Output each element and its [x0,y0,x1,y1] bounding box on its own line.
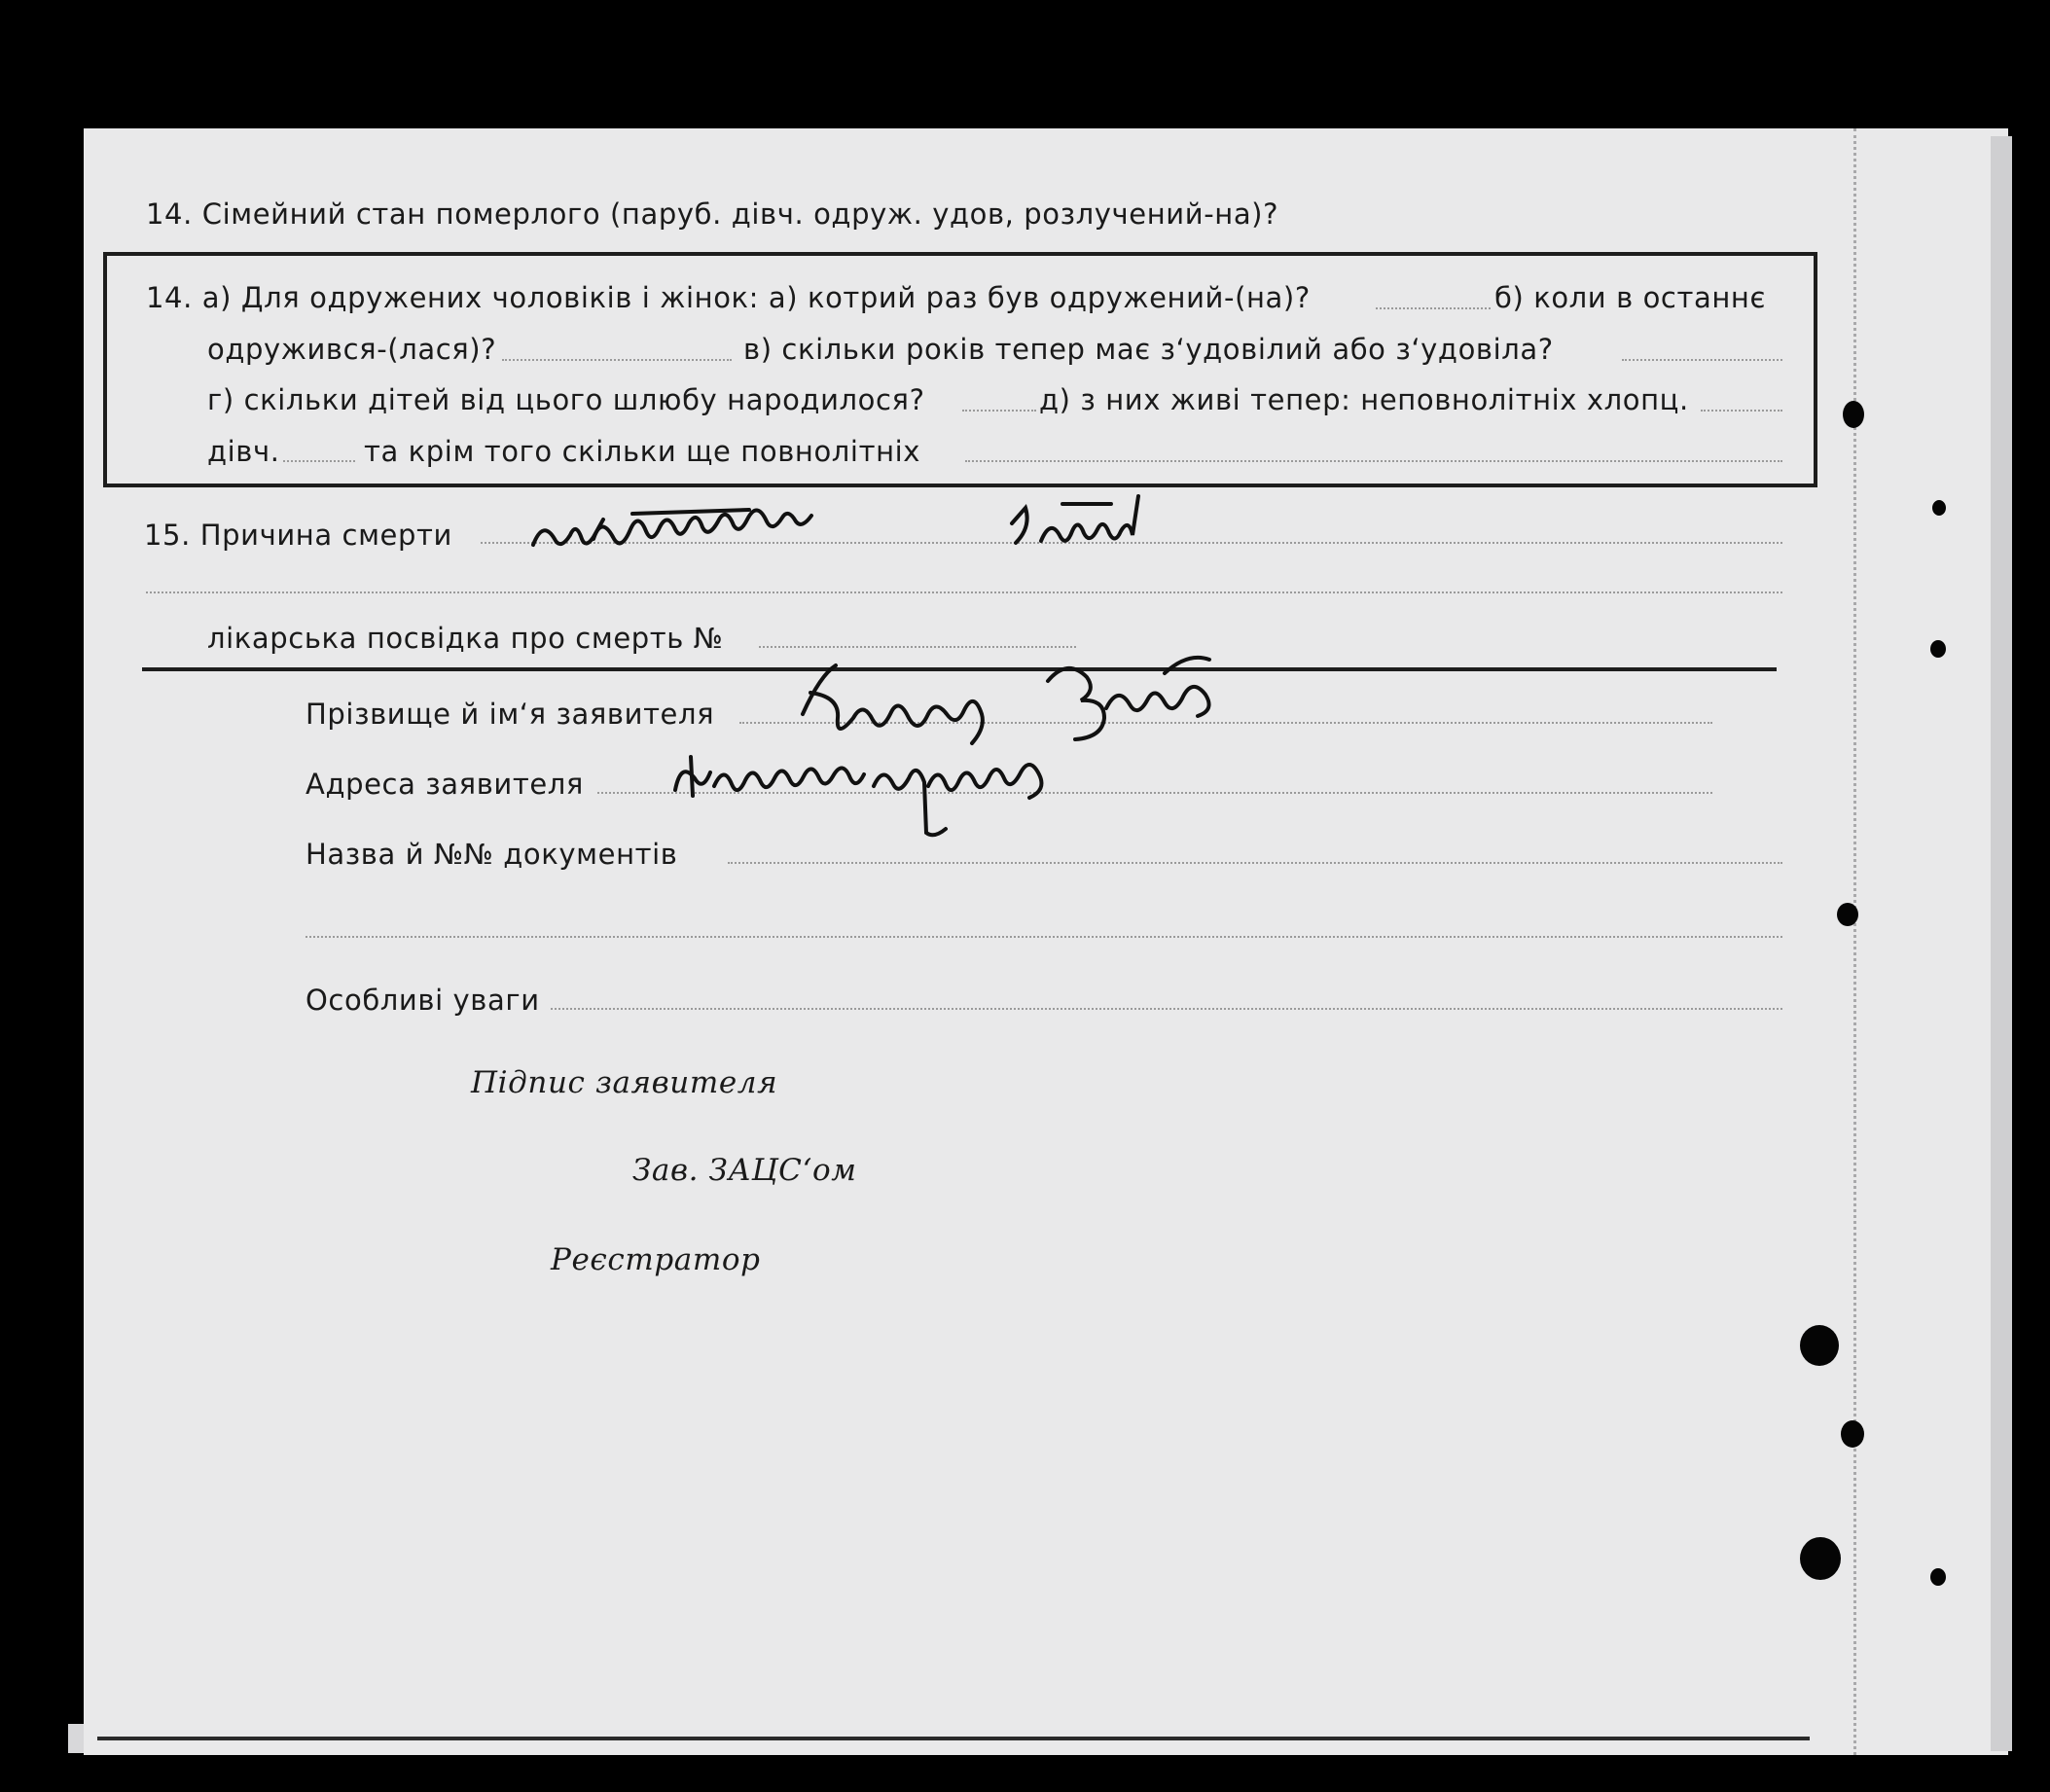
applicant-signature-label: Підпис заявителя [471,1065,778,1100]
punch-hole [1930,1568,1946,1586]
q14-label: 14. Сімейний стан померлого (паруб. дівч. одруж. удов, розлучений-на)? [146,197,1279,231]
punch-hole [1930,640,1946,658]
applicant-address-label: Адреса заявителя [306,768,584,801]
applicant-address-handwriting [667,747,1173,844]
q14a-line2-end: в) скільки років тепер має з‘удовілий або з‘удовіла? [743,333,1554,366]
punch-hole [1800,1325,1839,1366]
zags-head-label: Зав. ЗАЦС‘ом [632,1153,857,1188]
q14a-minor-boys-field[interactable] [1701,410,1782,412]
sheet-right-edge [1991,136,2012,1751]
punch-hole [1932,500,1946,516]
punch-hole [1843,401,1864,428]
q14a-line3-text: г) скільки дітей від цього шлюбу народилося? [207,383,925,416]
punch-hole [1837,903,1858,926]
q14a-children-born-field[interactable] [962,410,1036,412]
q14a-minor-girls-field[interactable] [283,460,355,462]
q14a-adults-field[interactable] [965,460,1782,462]
documents-field[interactable] [728,862,1782,864]
medical-cert-label: лікарська посвідка про смерть № [207,622,724,655]
q14a-line3-end: д) з них живі тепер: неповнолітніх хлопц. [1039,383,1689,416]
q15-label: 15. Причина смерти [144,519,452,552]
notes-label: Особливі уваги [306,984,540,1017]
applicant-name-label: Прізвище й ім‘я заявителя [306,698,715,731]
q14a-line2-text: одружився-(лася)? [207,333,497,366]
q14a-line1-text: 14. а) Для одружених чоловіків і жінок: а) котрий раз був одружений-(на)? [146,281,1311,314]
cause-of-death-handwriting [525,494,1226,576]
medical-cert-number-field[interactable] [759,646,1076,648]
q14a-line1-end: б) коли в останнє [1494,281,1766,314]
perforation-line [1853,128,1856,1755]
registrar-label: Реєстратор [551,1242,761,1277]
bottom-rule [97,1737,1810,1740]
punch-hole [1800,1537,1841,1580]
cause-of-death-field-2[interactable] [146,591,1782,593]
applicant-name-handwriting [793,654,1260,751]
punch-hole [1841,1420,1864,1448]
q14a-line4-text: дівч. [207,435,280,468]
q14a-times-married-field[interactable] [1376,307,1491,309]
q14a-line4-end: та крім того скільки ще повнолітніх [364,435,921,468]
notes-field[interactable] [551,1008,1782,1010]
documents-field-2[interactable] [306,936,1782,938]
q14a-last-married-field[interactable] [502,359,732,361]
q14a-widowed-years-field[interactable] [1622,359,1782,361]
documents-label: Назва й №№ документів [306,838,678,871]
